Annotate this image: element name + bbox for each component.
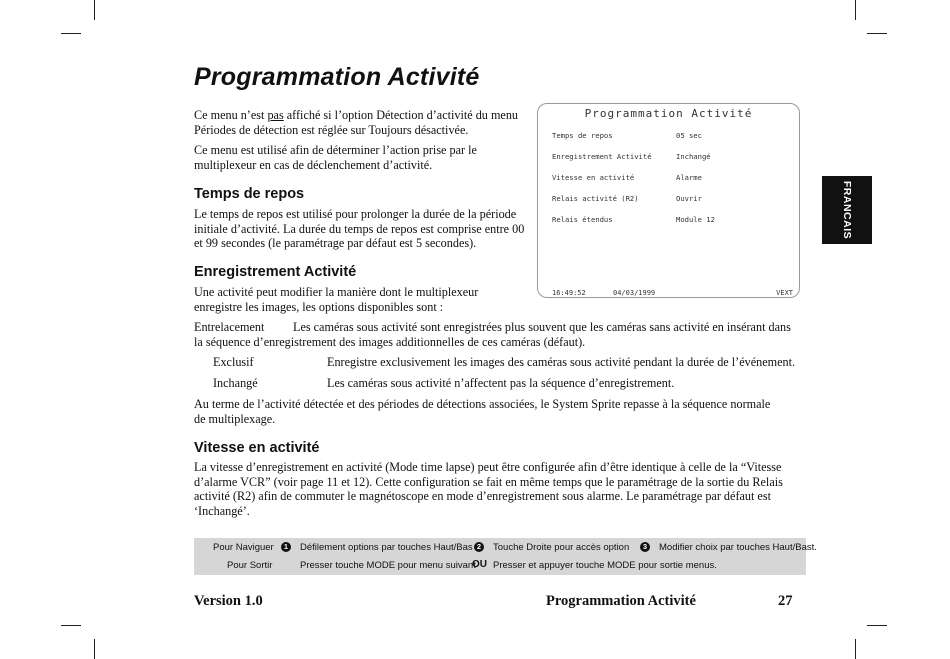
language-tab [822,176,872,244]
osd-row-label: Relais étendus [552,215,613,224]
crop-mark [94,0,95,20]
step-2-number: 2 [474,542,484,552]
option-text-exclusif: Enregistre exclusivement les images des caméras sous activité pendant la durée de l’événement. [327,355,796,369]
option-label-inchange: Inchangé [213,376,258,390]
osd-title: Programmation Activité [584,107,753,120]
intro-paragraph-1 [194,108,524,137]
enregistrement-closing: Au terme de l’activité détectée et des périodes de détections associées, le System Sprite repasse à la séquence normale de multiplexage. [194,397,771,426]
exit-1-text: Presser touche MODE pour menu suivant [300,560,476,571]
crop-mark [855,639,856,659]
enregistrement-text: Une activité peut modifier la manière dont le multiplexeur enregistre les images, les options disponibles sont : [194,285,479,314]
osd-row-value: 05 sec [676,131,702,140]
step-1-text: Défilement options par touches Haut/Bas [300,542,473,553]
footer-section: Programmation Activité [546,593,696,609]
footer-version: Version 1.0 [194,593,263,609]
option-text-inchange: Les caméras sous activité n’affectent pas la séquence d’enregistrement. [327,376,675,390]
step-3-text: Modifier choix par touches Haut/Bast. [659,542,817,553]
osd-time: 16:49:52 [552,289,586,297]
navigate-label: Pour Naviguer [213,542,274,553]
intro-underlined-word: pas [267,108,284,122]
osd-row-value: Inchangé [676,152,711,161]
crop-mark [94,639,95,659]
crop-mark [867,625,887,626]
osd-row-label: Enregistrement Activité [552,152,652,161]
option-text-entrelacement [194,320,794,349]
option-text: Les caméras sous activité sont enregistrées plus souvent que les caméras sans activité en insérant dans la séquence d’enregistrement des images additionnelles de ces caméras (défaut). [194,320,791,349]
intro-text: affiché si l’option Détection d’activité du menu Périodes de détection est réglée sur Toujours désactivée. [194,108,519,137]
crop-mark [867,33,887,34]
osd-row-value: Alarme [676,173,702,182]
heading-vitesse: Vitesse en activité [194,440,320,456]
osd-row-value: Module 12 [676,215,715,224]
osd-date: 04/03/1999 [613,289,656,297]
osd-screen [537,103,800,298]
heading-enregistrement: Enregistrement Activité [194,264,357,280]
exit-label: Pour Sortir [227,560,273,571]
osd-row-value: Ouvrir [676,194,702,203]
language-tab-label: FRANCAIS [841,180,853,240]
intro-text: Ce menu n’est [194,108,268,122]
crop-mark [61,625,81,626]
step-1-number: 1 [281,542,291,552]
osd-row-label: Vitesse en activité [552,173,635,182]
option-label-exclusif: Exclusif [213,355,254,369]
exit-2-text: Presser et appuyer touche MODE pour sortie menus. [493,560,717,571]
vitesse-text: La vitesse d’enregistrement en activité (Mode time lapse) peut être configurée afin d’être identique à celle de la “Vitesse d’alarme VCR” (voir page 11 et 12). Cette configuration se fait en même temps que le paramétrage de la sortie du Relais activité (R2) afin de commuter le magnétoscope en mode d’enregistrement sous alarme. Le paramétrage par défaut est ‘Inchangé’. [194,460,783,518]
crop-mark [61,33,81,34]
temps-repos-text: Le temps de repos est utilisé pour prolonger la durée de la période initiale d’activité. La durée du temps de repos est comprise entre 00 et 99 secondes (le paramétrage par défaut est 5 secondes). [194,207,525,250]
osd-brand: VEXT [776,289,793,297]
intro-paragraph-2: Ce menu est utilisé afin de déterminer l’action prise par le multiplexeur en cas de déclenchement d’activité. [194,143,477,172]
or-separator: OU [472,559,487,570]
heading-temps-repos: Temps de repos [194,186,305,202]
crop-mark [855,0,856,20]
page-title: Programmation Activité [194,63,480,91]
navigation-help-bar [194,538,817,575]
osd-row-label: Relais activité (R2) [552,194,639,203]
option-label-entrelacement: Entrelacement [194,320,265,334]
step-3-number: 3 [640,542,650,552]
step-2-text: Touche Droite pour accès option [493,542,630,553]
osd-row-label: Temps de repos [552,131,613,140]
footer-page-number: 27 [778,593,793,609]
